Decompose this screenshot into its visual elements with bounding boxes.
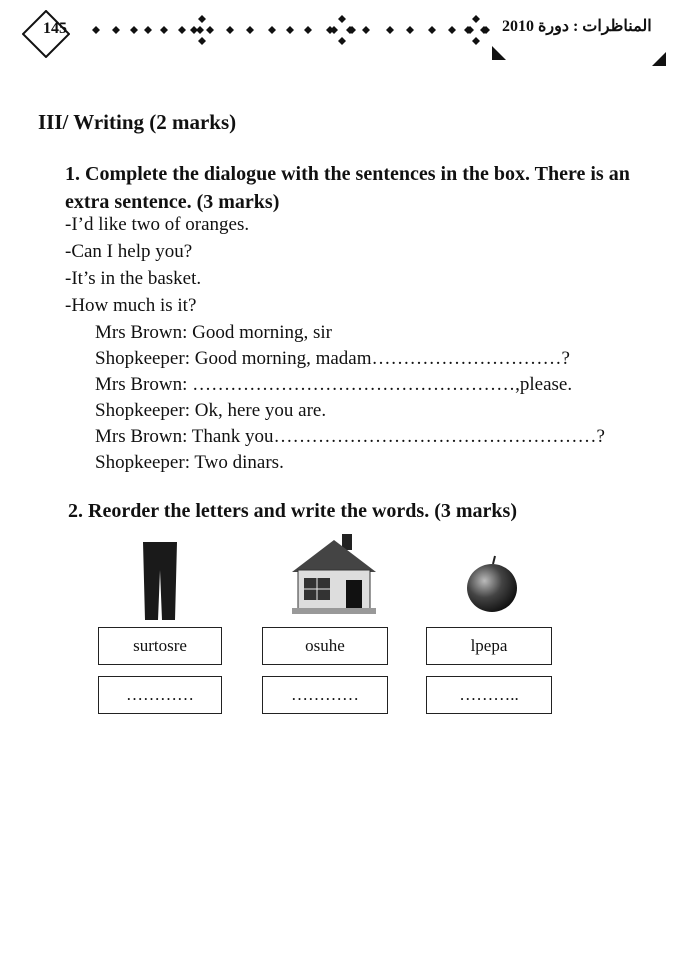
ornament-diamond-icon (130, 26, 138, 34)
dialogue-line-3: Mrs Brown: ……………………………………………,please. (95, 374, 573, 395)
page-number: 145 (43, 20, 67, 37)
answer-box-2[interactable]: ………… (262, 676, 388, 714)
answer-box-3[interactable]: ……….. (426, 676, 552, 714)
option-4: -How much is it? (65, 295, 197, 316)
ornament-diamond-icon (286, 26, 294, 34)
diamond-ornament-row (90, 12, 492, 48)
ornament-diamond-icon (448, 26, 456, 34)
ornament-diamond-icon (112, 26, 120, 34)
dialogue-line-1: Mrs Brown: Good morning, sir (95, 322, 332, 343)
scrambled-word-box-1: surtosre (98, 627, 222, 665)
option-2: -Can I help you? (65, 241, 193, 262)
ornament-diamond-icon (226, 26, 234, 34)
ornament-diamond-icon (206, 26, 214, 34)
ornament-diamond-icon (178, 26, 186, 34)
question-1-prompt: 1. Complete the dialogue with the sentences in the box. There is an extra sentence. (3 marks) (65, 163, 630, 213)
ornament-diamond-icon (362, 26, 370, 34)
scrambled-word-box-3: lpepa (426, 627, 552, 665)
ornament-diamond-icon (268, 26, 276, 34)
ornament-diamond-icon (160, 26, 168, 34)
ornament-diamond-icon (338, 15, 346, 23)
header-title: المناظرات : دورة 2010 (502, 18, 652, 35)
ornament-diamond-icon (92, 26, 100, 34)
answer-box-1[interactable]: ………… (98, 676, 222, 714)
ornament-diamond-icon (144, 26, 152, 34)
ornament-diamond-icon (198, 37, 206, 45)
ornament-diamond-icon (304, 26, 312, 34)
scrambled-word-box-2: osuhe (262, 627, 388, 665)
option-3: -It’s in the basket. (65, 268, 202, 289)
ornament-diamond-icon (428, 26, 436, 34)
dialogue-line-6: Shopkeeper: Two dinars. (95, 452, 284, 473)
corner-triangle-icon (492, 46, 506, 60)
ornament-diamond-icon (198, 15, 206, 23)
trousers-icon (140, 540, 180, 622)
ornament-diamond-icon (338, 37, 346, 45)
house-icon (290, 532, 378, 616)
ornament-diamond-icon (386, 26, 394, 34)
ornament-diamond-icon (190, 26, 198, 34)
corner-triangle-icon (652, 52, 666, 66)
question-2-prompt: 2. Reorder the letters and write the words. (3 marks) (68, 500, 517, 522)
ornament-diamond-icon (406, 26, 414, 34)
option-1: -I’d like two of oranges. (65, 214, 250, 235)
apple-icon (465, 554, 519, 614)
ornament-diamond-icon (472, 15, 480, 23)
dialogue-line-2: Shopkeeper: Good morning, madam…………………………? (95, 348, 570, 369)
ornament-diamond-icon (330, 26, 338, 34)
section-title: III/ Writing (2 marks) (38, 110, 237, 134)
ornament-diamond-icon (246, 26, 254, 34)
dialogue-line-5: Mrs Brown: Thank you……………………………………………? (95, 426, 605, 447)
ornament-diamond-icon (472, 37, 480, 45)
dialogue-line-4: Shopkeeper: Ok, here you are. (95, 400, 327, 421)
